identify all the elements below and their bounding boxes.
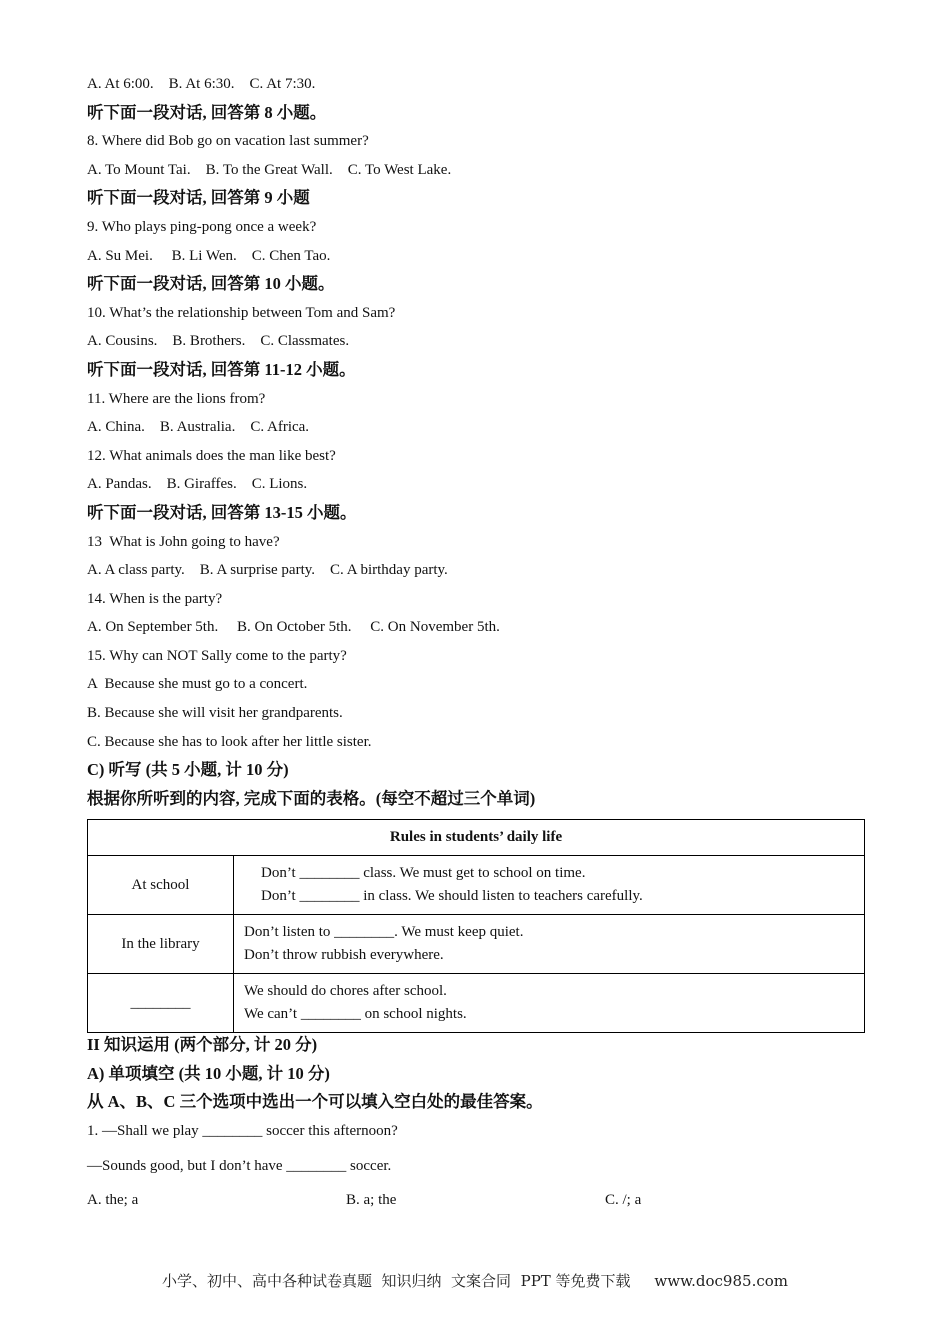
subsection-heading: A) 单项填空 (共 10 小题, 计 10 分) <box>87 1063 330 1083</box>
table-content-cell <box>234 856 865 915</box>
question-line: A. To Mount Tai. B. To the Great Wall. C. To West Lake. <box>87 161 452 178</box>
section-instruction: 听下面一段对话, 回答第 11-12 小题。 <box>87 359 356 379</box>
question-line: 10. What’s the relationship between Tom and Sam? <box>87 304 396 321</box>
rule-line: Don’t listen to ________. We must keep quiet. <box>244 924 524 940</box>
question-line: A. Su Mei. B. Li Wen. C. Chen Tao. <box>87 247 331 264</box>
rule-line: We can’t ________ on school nights. <box>244 1006 467 1022</box>
question-line: A. Pandas. B. Giraffes. C. Lions. <box>87 476 308 493</box>
rule-line: Don’t throw rubbish everywhere. <box>244 947 444 963</box>
question-line: C. Because she has to look after her little sister. <box>87 733 372 750</box>
question-line: 8. Where did Bob go on vacation last summer? <box>87 133 369 150</box>
rules-table <box>87 819 865 1033</box>
question-line: 14. When is the party? <box>87 590 223 607</box>
question-line: B. Because she will visit her grandparents. <box>87 705 343 722</box>
table-content-cell <box>234 974 865 1033</box>
table-place-cell: In the library <box>88 915 234 974</box>
answer-options <box>87 1190 865 1210</box>
question-line: A Because she must go to a concert. <box>87 676 308 693</box>
question-line: 11. Where are the lions from? <box>87 390 266 407</box>
table-place-cell: At school <box>88 856 234 915</box>
question-line: A. At 6:00. B. At 6:30. C. At 7:30. <box>87 76 316 92</box>
page-footer: 小学、初中、高中各种试卷真题 知识归纳 文案合同 PPT 等免费下载 www.doc985.com <box>161 1272 788 1290</box>
question-list <box>87 74 865 817</box>
table-title: Rules in students’ daily life <box>88 820 865 856</box>
question-line: 9. Who plays ping-pong once a week? <box>87 218 317 235</box>
section-instruction: 听下面一段对话, 回答第 10 小题。 <box>87 274 335 294</box>
table-place-cell: ________ <box>88 974 234 1033</box>
table-row <box>88 856 865 915</box>
question-1-reply: —Sounds good, but I don’t have ________ soccer. <box>87 1157 392 1174</box>
section-instruction: 根据你所听到的内容, 完成下面的表格。(每空不超过三个单词) <box>87 788 536 808</box>
rule-line: Don’t ________ in class. We should listen to teachers carefully. <box>261 888 643 904</box>
table-content-cell <box>234 915 865 974</box>
part-two <box>87 1035 865 1210</box>
question-line: A. A class party. B. A surprise party. C. A birthday party. <box>87 562 448 579</box>
question-line: A. On September 5th. B. On October 5th. C. On November 5th. <box>87 619 500 636</box>
section-instruction: C) 听写 (共 5 小题, 计 10 分) <box>87 760 289 780</box>
table-row <box>88 974 865 1033</box>
question-line: A. Cousins. B. Brothers. C. Classmates. <box>87 333 350 350</box>
option-a: A. the; a <box>87 1191 139 1208</box>
question-1: 1. —Shall we play ________ soccer this afternoon? <box>87 1122 398 1139</box>
section-heading: II 知识运用 (两个部分, 计 20 分) <box>87 1035 318 1054</box>
question-line: 13 What is John going to have? <box>87 533 280 550</box>
section-instruction: 听下面一段对话, 回答第 13-15 小题。 <box>87 502 357 522</box>
option-c: C. /; a <box>605 1191 642 1208</box>
section-instruction: 听下面一段对话, 回答第 9 小题 <box>87 188 310 208</box>
question-line: A. China. B. Australia. C. Africa. <box>87 419 310 436</box>
option-b: B. a; the <box>346 1191 397 1208</box>
instruction: 从 A、B、C 三个选项中选出一个可以填入空白处的最佳答案。 <box>87 1092 543 1112</box>
rule-line: We should do chores after school. <box>244 983 447 999</box>
section-instruction: 听下面一段对话, 回答第 8 小题。 <box>87 102 327 122</box>
table-row <box>88 915 865 974</box>
rule-line: Don’t ________ class. We must get to school on time. <box>261 865 586 881</box>
question-line: 12. What animals does the man like best? <box>87 447 336 464</box>
question-line: 15. Why can NOT Sally come to the party? <box>87 647 347 664</box>
